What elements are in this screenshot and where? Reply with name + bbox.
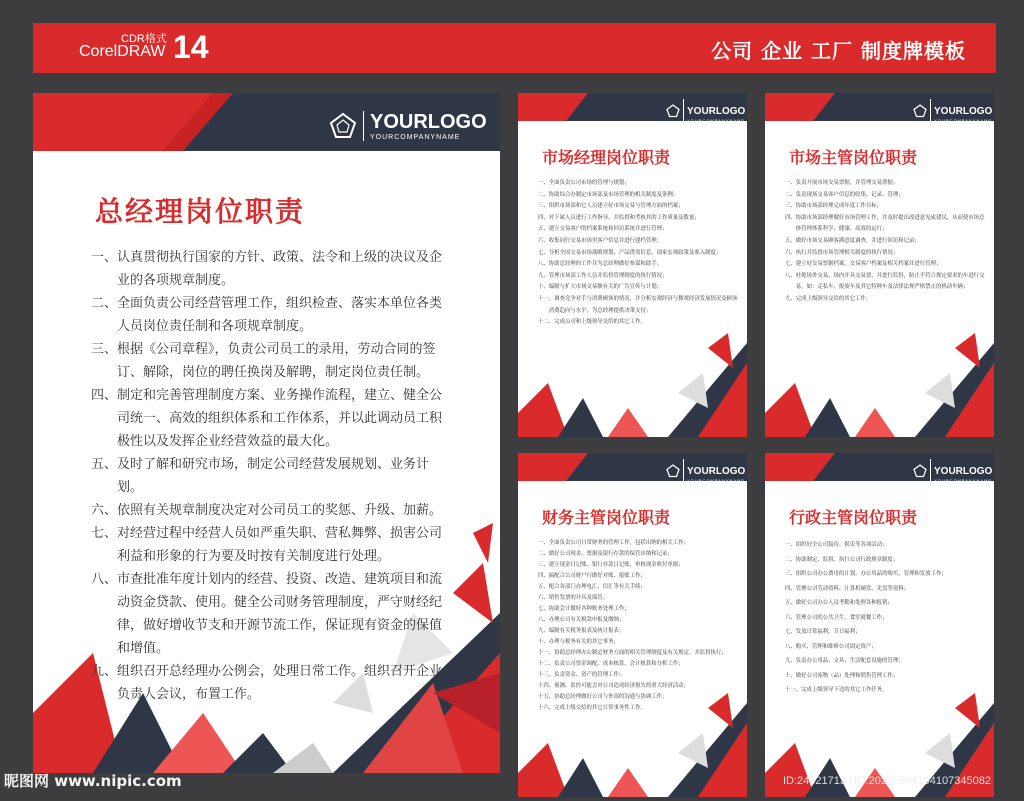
duty-item: 九、编制有关税务报表及统计报表； xyxy=(538,628,625,634)
duty-item: 十六、完成上级交给的其它日常事务性工作。 xyxy=(538,705,646,711)
duty-item: 七、协助会计做好各种账务处理工作； xyxy=(538,606,630,612)
logo xyxy=(913,99,992,123)
poster-title: 市场经理岗位职责 xyxy=(542,148,671,167)
banner-title: 公司 企业 工厂 制度牌模板 xyxy=(711,39,966,63)
duty-item: 六、收集同行交易市场里客户信息并进行建档管理； xyxy=(538,237,662,244)
duty-item: 四、协助市场部经理做好市场管理工作，并及时提出改进意见或建议，从而使市场总体管理体系科学、健康、高效的运行； xyxy=(785,214,985,233)
poster-title: 行政主管岗位职责 xyxy=(789,508,918,527)
logo xyxy=(666,459,745,483)
poster-finance-supervisor xyxy=(518,453,747,797)
logo xyxy=(666,99,745,123)
duty-item: 四、管理公司劳动资料、计算机硬盘、光盘等资料； xyxy=(785,585,909,592)
duty-item: 一、认真贯彻执行国家的方针、政策、法令和上级的决议及企业的各项规章制度。 xyxy=(91,250,443,288)
duty-list xyxy=(538,178,738,329)
duty-item: 四、对下属人员进行工作指导，并监督和考核其的工作质量及数量； xyxy=(538,214,700,221)
duty-item: 十二、完成公司和上级领导交给的其它工作。 xyxy=(538,319,646,326)
duty-item: 八、协助总经理的工作并为总经理做好参谋和助手； xyxy=(538,261,662,268)
duty-list xyxy=(91,246,443,706)
duty-item: 二、全面负责公司经营管理工作，组织检查、落实本单位各类人员岗位责任制和各项规章制度。 xyxy=(91,296,443,334)
duty-item: 一、全面负责公司市场的管理与规划； xyxy=(538,180,630,186)
duty-item: 三、组织公司办公费用的计划、办公用品的购买、管理和发放工作； xyxy=(785,571,947,577)
duty-list xyxy=(785,538,985,698)
duty-item: 九、管理市场部工作人员并监督管理制度的执行情况； xyxy=(538,272,668,279)
duty-item: 三、组织市场部和它人员建立好市场交易与管理方面的档案； xyxy=(538,203,684,210)
logo-text: YOURLOGO xyxy=(934,466,993,477)
duty-item: 三、建立现金日记账、银行存款日记账，审核现金收付单据； xyxy=(538,562,684,568)
logo-subtext: YOURCOMPANYNAME xyxy=(370,134,461,141)
watermark-site: 昵图网 www.nipic.com xyxy=(4,772,182,790)
duty-item: 十一、协助总经理办公制定财务方面的相关管理制度及有关规定，并监督执行； xyxy=(538,650,727,656)
duty-item: 六、管理公司的公共卫生、食堂就餐工作； xyxy=(785,614,888,621)
top-banner xyxy=(33,23,996,73)
duty-item: 九、负责办公用品、文具、生活配套设施的管理； xyxy=(785,658,904,664)
duty-item: 一、负责开展市场交易票据，并管理交易票据； xyxy=(785,180,899,186)
logo-subtext: YOURCOMPANYNAME xyxy=(934,118,993,123)
duty-item: 二、协助综合办制定市场部及市场管理的相关制度及条例； xyxy=(538,191,679,198)
duty-item: 二、做好公司现金、票据及银行存款的保管出纳和记录； xyxy=(538,551,673,557)
duty-item: 九、组织召开总经理办公例会，处理日常工作。组织召开企业负责人会议，布置工作。 xyxy=(91,664,443,702)
logo-text: YOURLOGO xyxy=(687,106,746,117)
logo-text: YOURLOGO xyxy=(934,106,993,117)
logo xyxy=(913,459,992,483)
pentagon-logo-icon xyxy=(666,104,680,118)
duty-item: 五、及时了解和研究市场，制定公司经营发展规划、业务计划。 xyxy=(91,457,430,495)
logo-subtext: YOURCOMPANYNAME xyxy=(687,478,746,483)
duty-item: 十四、预测、监控可能会对公司造成经济损失的重大经济活动； xyxy=(538,683,689,689)
logo-subtext: YOURCOMPANYNAME xyxy=(687,118,746,123)
duty-item: 六、依照有关规章制度决定对公司员工的奖惩、升级、加薪。 xyxy=(91,503,443,518)
pentagon-logo-icon xyxy=(329,112,357,140)
poster-title: 财务主管岗位职责 xyxy=(542,508,671,527)
cdr-version: 14 xyxy=(173,29,209,65)
duty-item: 八、市查批准年度计划内的经营、投资、改造、建筑项目和流动资金贷款、使用。健全公司财务管理制度，严守财经纪律，做好增收节支和开源节流工作，保证现有资金的保值和增值。 xyxy=(91,572,443,656)
poster-admin-supervisor xyxy=(765,453,994,797)
duty-item: 三、根据《公司章程》，负责公司员工的录用，劳动合同的签订、解除，岗位的聘任换岗及解聘，制定岗位责任制。 xyxy=(91,342,436,380)
poster-market-supervisor xyxy=(765,93,994,437)
logo-text: YOURLOGO xyxy=(370,111,487,133)
duty-item: 五、做好公司办公人员考勤和处理各种报销； xyxy=(785,600,893,606)
duty-item: 八、办理公司有关税款申报及缴纳； xyxy=(538,617,625,623)
duty-item: 五、建立交易客户的档案系统和回访系统并进行管理； xyxy=(538,226,668,233)
duty-item: 一、组织好全公司接待、娱乐等各项活动； xyxy=(785,542,888,548)
duty-item: 十、编制与扩大市场交易额有关的广告宣传与计划； xyxy=(538,284,662,291)
duty-item: 十一、完成上级领导下达的其它工作任务。 xyxy=(785,687,888,693)
duty-item: 十三、负责资金、资产的管理工作； xyxy=(538,672,625,678)
poster-market-manager xyxy=(518,93,747,437)
logo xyxy=(329,111,487,141)
duty-item: 四、制定和完善管理制度方案、业务操作流程，建立、健全公司统一、高效的组织体系和工作体系，并以此调动员工积极性以及发挥企业经营效益的最大化。 xyxy=(91,388,443,449)
duty-item: 十、办理与税务有关的其它事务； xyxy=(538,639,619,645)
poster-title: 市场主管岗位职责 xyxy=(789,148,918,167)
duty-item: 八、杜绝场外交易，场内开具交易票，并进行监督，防止不符合规定要求的车进行交易，如：走私车、报废车及其它特种车及法律法规严格禁止的机动车辆； xyxy=(785,272,985,291)
pentagon-logo-icon xyxy=(913,464,927,478)
duty-item: 六、执行并监督市场管理相关制度的执行情况； xyxy=(785,249,899,256)
logo-subtext: YOURCOMPANYNAME xyxy=(934,478,993,483)
duty-item: 五、做好市场交易顾客满意度调查，并进行回访和记录； xyxy=(785,237,920,244)
duty-item: 五、配合各部门办理电汇、信汇等有关手续； xyxy=(538,584,646,590)
duty-item: 十一、调查竞争对手与消费顾客的情况，并分析宏观经济与微观经济发展情况及顾客消费趋向与水平，为总经理提供决策支持； xyxy=(538,295,738,314)
poster-general-manager xyxy=(33,93,500,773)
duty-list xyxy=(785,178,985,306)
duty-item: 二、协助制定、监督、执行公司行政规章制度； xyxy=(785,556,899,563)
pentagon-logo-icon xyxy=(666,464,680,478)
logo-text: YOURLOGO xyxy=(687,466,746,477)
duty-item: 八、购买、管理和维修公司固定资产； xyxy=(785,643,877,650)
duty-item: 七、发放日常福利、节日福利； xyxy=(785,629,861,635)
poster-title: 总经理岗位职责 xyxy=(95,195,306,228)
duty-item: 七、建立好交易票据档案，交易客户档案及相关档案并进行管理； xyxy=(785,261,942,268)
duty-item: 十、做好公司废物（品）处理和销售管理工作； xyxy=(785,672,899,679)
watermark-id: ID:24321713 NO:20200804104107345082 xyxy=(783,775,991,787)
duty-item: 十二、负责公司资金调配、成本核算、会计核算和分析工作； xyxy=(538,661,684,667)
duty-item: 七、对经营过程中经营人员如严重失职、营私舞弊、损害公司利益和形象的行为要及时按有关制度进行处理。 xyxy=(91,526,443,564)
duty-item: 二、负责现场交易客户信息的收集、记录、管理； xyxy=(785,191,904,198)
pentagon-logo-icon xyxy=(913,104,927,118)
cdr-format-label: CDR格式 xyxy=(121,33,167,45)
duty-item: 六、销售发票的开具及保管； xyxy=(538,595,609,601)
duty-item: 十五、协助总经理做好公司与外部的沟通与协调工作； xyxy=(538,694,668,700)
duty-list xyxy=(538,538,738,714)
duty-item: 四、搞配合公司财户行做好对账、报账工作； xyxy=(538,573,646,579)
duty-item: 一、全面负责公司日常财务的管理工作，包括出纳的相关工作； xyxy=(538,540,689,546)
cdr-app-name: CorelDRAW xyxy=(79,43,166,60)
duty-item: 九、完成上级领导交给的其它工作。 xyxy=(785,295,872,302)
duty-item: 七、分析全国交易市场战略规划、产品供需信息、国家宏观政策及准入制度； xyxy=(538,249,722,256)
duty-item: 三、协助市场部经理完成年度工作目标； xyxy=(785,203,883,210)
